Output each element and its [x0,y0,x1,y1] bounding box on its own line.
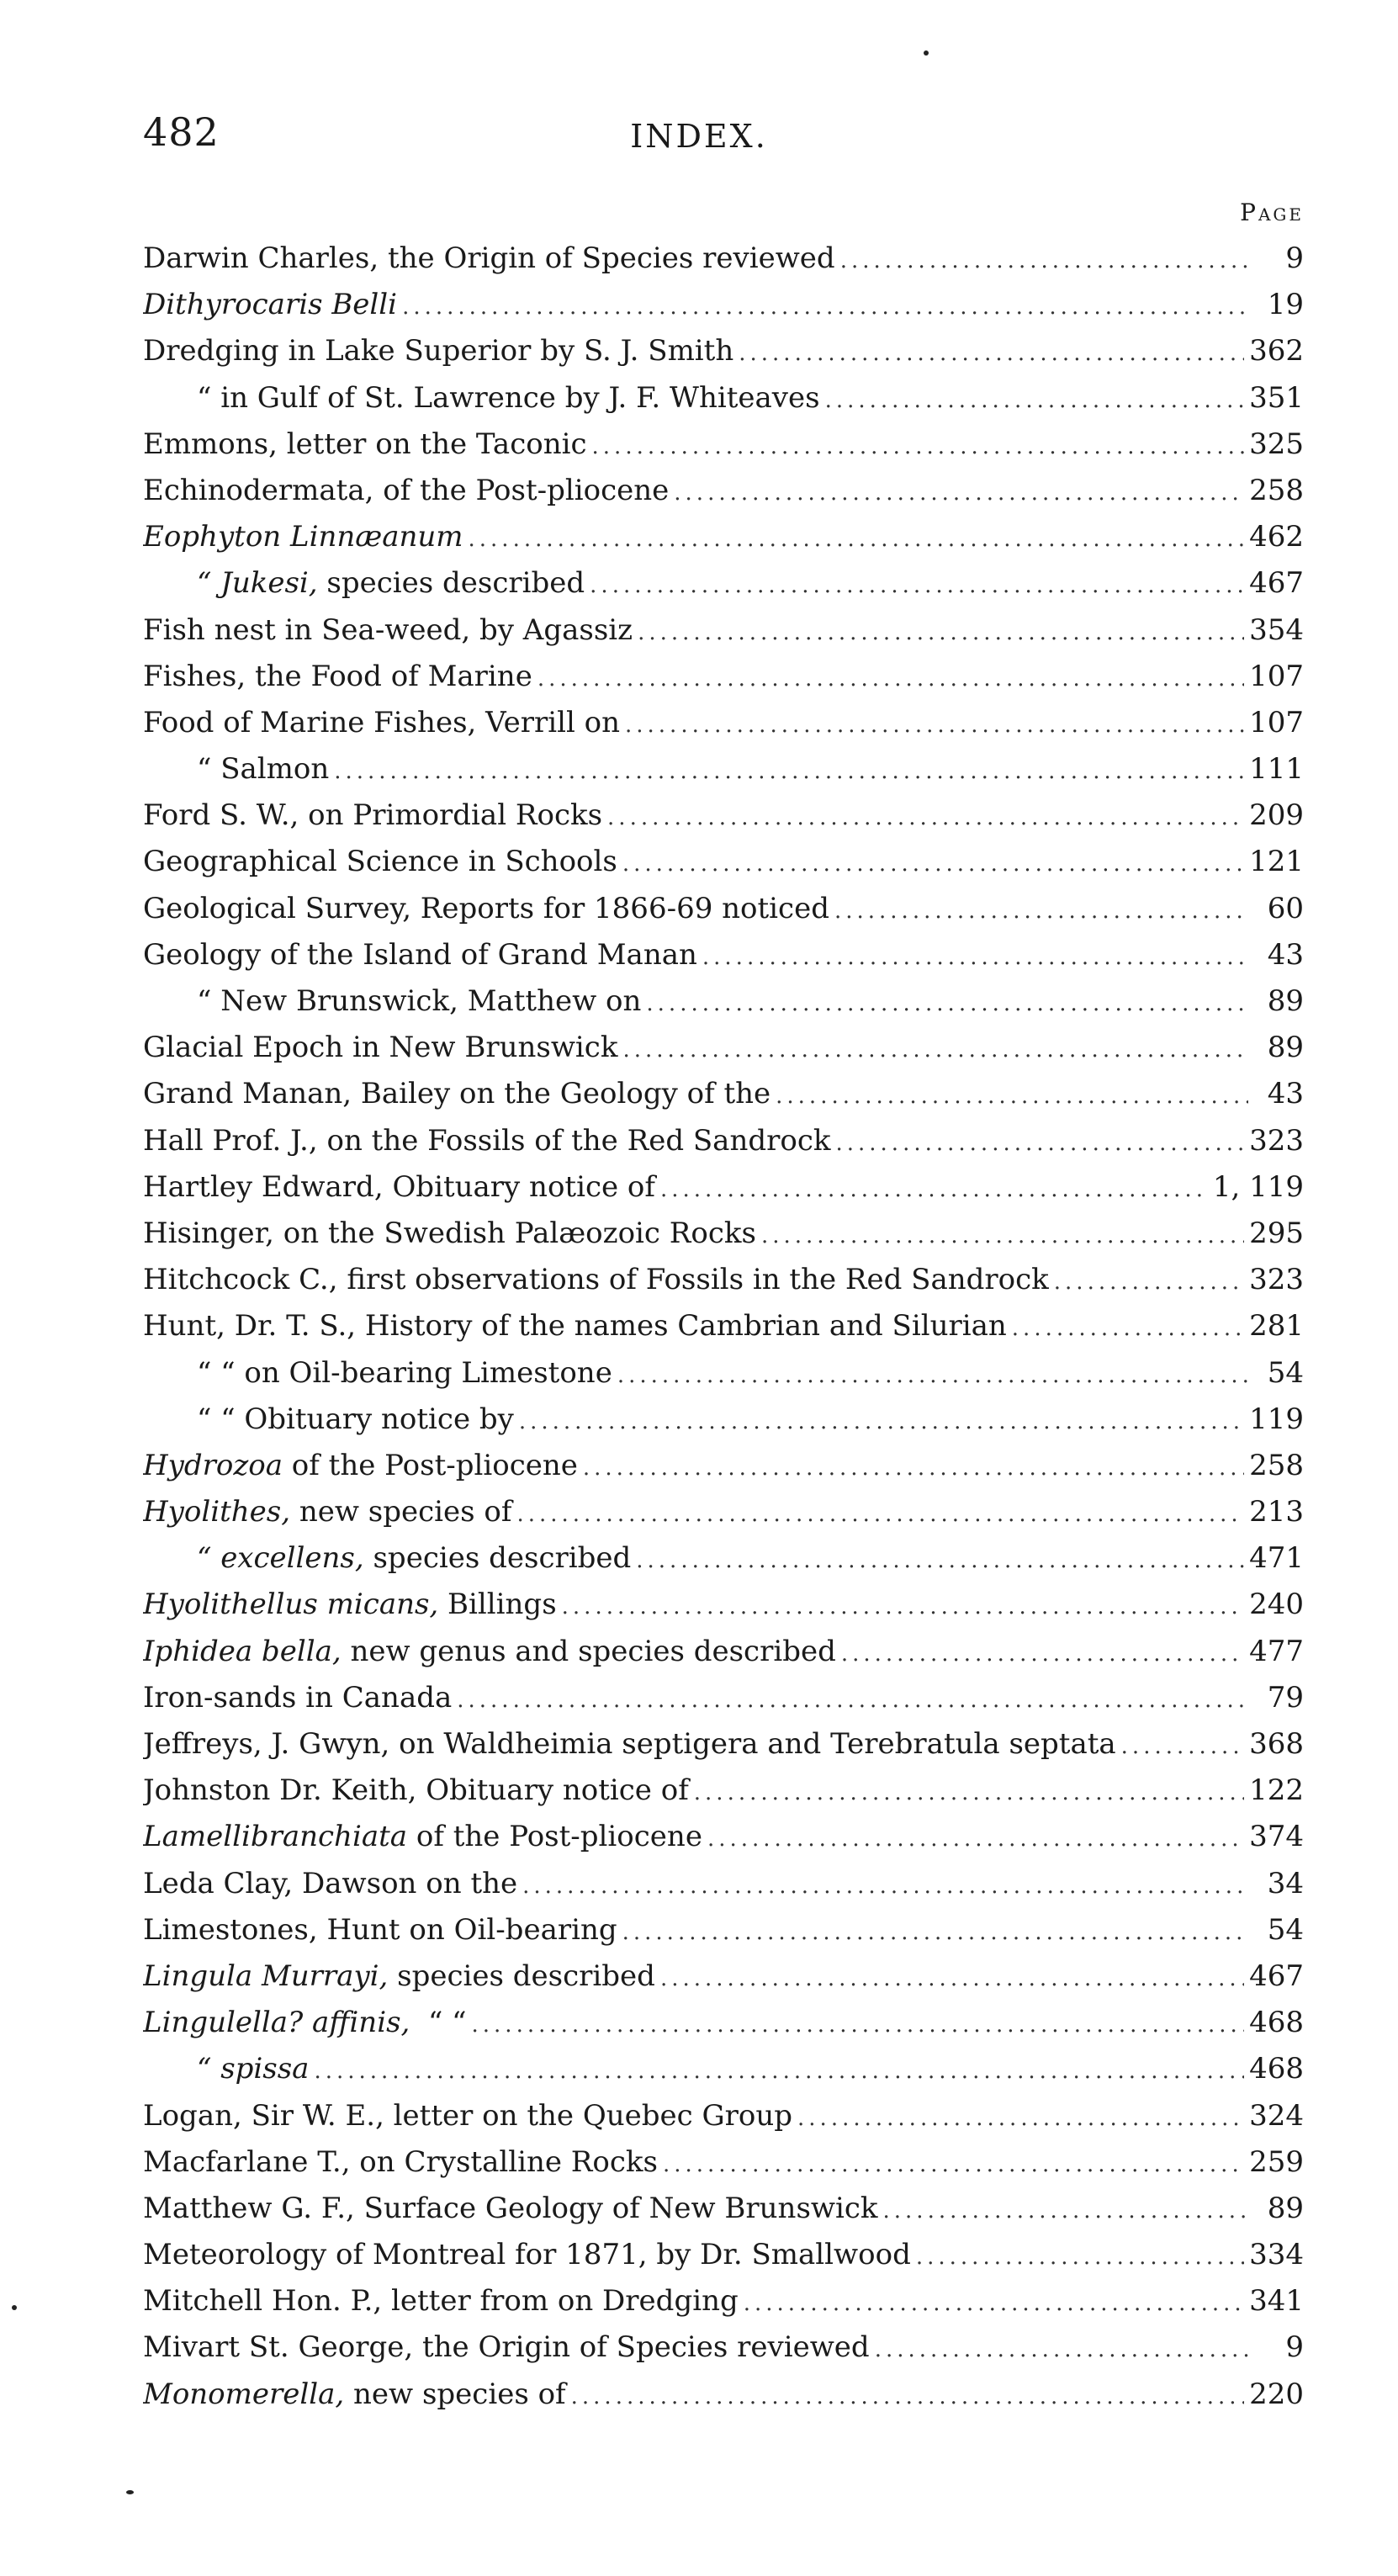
entry-page-number: 477 [1249,1634,1304,1668]
index-entry [143,607,1304,654]
entry-term: Fish nest in Sea-weed, by Agassiz [143,612,633,647]
dot-leader [638,610,1244,654]
dot-leader [516,1492,1244,1535]
dot-leader [522,1863,1248,1907]
index-entry [143,1164,1304,1211]
entry-page-number: 9 [1285,2330,1304,2365]
index-entry [143,1397,1304,1443]
entry-term: Geological Survey, Reports for 1866-69 noticed [143,891,829,925]
entry-description: new species of [344,2377,566,2411]
dot-leader [707,1816,1244,1860]
entry-term: Lamellibranchiata [143,1820,408,1854]
entry-term: Iron-sands in Canada [143,1680,453,1715]
entry-term: “ spissa [197,2052,310,2086]
index-entry [143,560,1304,607]
entry-term: Meteorology of Montreal for 1871, by Dr. Smallwood [143,2238,911,2272]
entry-page-number: 19 [1267,288,1304,322]
entry-page-number: 89 [1267,984,1304,1018]
entry-term: Hitchcock C., first observations of Fossils in the Red Sandrock [143,1263,1049,1297]
index-entry [143,746,1304,792]
entry-page-number: 471 [1249,1541,1304,1576]
index-entry [143,2372,1304,2418]
index-entry [143,792,1304,839]
page-column-label: Page [1240,199,1304,226]
index-entry [143,282,1304,328]
index-entry [143,978,1304,1025]
index-entry [143,1118,1304,1164]
entry-term: Mitchell Hon. P., letter from on Dredging [143,2284,739,2319]
dot-leader [537,656,1244,700]
entry-page-number: 468 [1249,2006,1304,2040]
entry-page-number: 240 [1249,1587,1304,1622]
dot-leader [592,424,1245,468]
entry-term: “ Jukesi, [197,566,318,601]
print-speck [12,2305,17,2310]
entry-term: Food of Marine Fishes, Verrill on [143,705,620,739]
index-entry [143,2046,1304,2092]
entry-term: Matthew G. F., Surface Geology of New Brunswick [143,2191,878,2225]
dot-leader [916,2234,1244,2278]
entry-term: Eophyton Linnæanum [143,520,463,554]
entry-term: Hartley Edward, Obituary notice of [143,1169,655,1204]
index-entry [143,2139,1304,2186]
dot-leader [583,1445,1244,1489]
entry-term: Dredging in Lake Superior by S. J. Smith [143,334,734,368]
entry-term: Mivart St. George, the Origin of Species reviewed [143,2330,870,2365]
entry-page-number: 258 [1249,1448,1304,1482]
entry-page-number: 79 [1267,1680,1304,1715]
entry-page-number: 323 [1249,1263,1304,1297]
entry-term: Limestones, Hunt on Oil-bearing [143,1912,617,1947]
dot-leader [622,841,1244,885]
dot-leader [797,2096,1244,2139]
dot-leader [622,1027,1248,1071]
entry-page-number: 122 [1249,1773,1304,1808]
dot-leader [625,702,1244,746]
entry-term: Hunt, Dr. T. S., History of the names Cambrian and Silurian [143,1309,1007,1344]
dot-leader [457,1678,1248,1721]
dot-leader [617,1353,1248,1397]
entry-page-number: 209 [1249,798,1304,833]
entry-term: Echinodermata, of the Post-pliocene [143,473,670,507]
entry-description: Billings [438,1587,557,1622]
entry-description: of the Post-pliocene [407,1820,702,1854]
dot-leader [825,378,1245,421]
index-entry [143,839,1304,885]
dot-leader [744,2281,1244,2324]
entry-description: new genus and species described [341,1634,836,1668]
entry-page-number: 1, 119 [1212,1169,1304,1204]
entry-term: Ford S. W., on Primordial Rocks [143,798,603,833]
entry-term: Darwin Charles, the Origin of Species reviewed [143,241,835,275]
dot-leader [883,2188,1248,2232]
index-entry [143,1953,1304,2000]
entry-page-number: 89 [1267,1031,1304,1065]
print-speck [924,50,929,56]
index-entries [143,236,1304,2418]
entry-page-number: 54 [1267,1355,1304,1390]
print-speck [126,2490,134,2494]
entry-term: Monomerella, [143,2377,345,2411]
entry-term: Johnston Dr. Keith, Obituary notice of [143,1773,689,1808]
entry-term: “ “ Obituary notice by [197,1402,514,1436]
entry-page-number: 107 [1249,659,1304,693]
index-entry [143,1721,1304,1768]
entry-term: Logan, Sir W. E., letter on the Quebec Group [143,2098,793,2133]
entry-term: Hyolithellus micans, [143,1587,439,1622]
entry-term: Hisinger, on the Swedish Palæozoic Rocks [143,1216,756,1250]
dot-leader [562,1584,1244,1628]
entry-term: Jeffreys, J. Gwyn, on Waldheimia septigera and Terebratula septata [143,1727,1116,1761]
index-entry [143,1907,1304,1953]
entry-term: Hall Prof. J., on the Fossils of the Red Sandrock [143,1123,831,1158]
dot-leader [739,331,1244,374]
entry-page-number: 341 [1249,2284,1304,2319]
entry-term: “ Salmon [197,752,330,787]
dot-leader [776,1073,1248,1117]
index-entry [143,375,1304,421]
dot-leader [590,563,1244,607]
entry-description: species described [388,1959,655,1993]
entry-description: species described [363,1541,632,1576]
entry-page-number: 351 [1249,380,1304,415]
dot-leader [334,749,1244,792]
dot-leader [660,1167,1208,1211]
entry-term: Geographical Science in Schools [143,845,617,879]
entry-description: species described [317,566,585,601]
index-entry [143,700,1304,746]
entry-description: “ “ [410,2006,467,2040]
entry-term: Dithyrocaris Belli [143,288,398,322]
dot-leader [875,2327,1248,2371]
entry-page-number: 281 [1249,1309,1304,1344]
entry-term: Fishes, the Food of Marine [143,659,532,693]
entry-term: Hydrozoa [143,1448,283,1482]
entry-page-number: 462 [1249,520,1304,554]
entry-page-number: 468 [1249,2052,1304,2086]
entry-term: Lingulella? affinis, [143,2006,410,2040]
dot-leader [519,1399,1244,1443]
entry-term: Hyolithes, [143,1495,291,1529]
dot-leader [841,1631,1244,1675]
running-head: INDEX. [630,118,768,155]
entry-page-number: 34 [1267,1866,1304,1900]
entry-page-number: 119 [1249,1402,1304,1436]
entry-page-number: 9 [1285,241,1304,275]
entry-page-number: 60 [1267,891,1304,925]
index-entry [143,1257,1304,1303]
entry-page-number: 259 [1249,2144,1304,2179]
index-entry [143,2186,1304,2232]
index-entry [143,1025,1304,1071]
dot-leader [571,2374,1244,2418]
index-entry [143,1071,1304,1117]
dot-leader [835,1121,1244,1164]
index-entry [143,932,1304,978]
entry-term: “ in Gulf of St. Lawrence by J. F. Whiteaves [197,380,820,415]
dot-leader [834,888,1248,932]
index-entry [143,514,1304,560]
entry-page-number: 213 [1249,1495,1304,1529]
entry-term: Leda Clay, Dawson on the [143,1866,518,1900]
index-entry [143,1768,1304,1814]
entry-page-number: 467 [1249,1959,1304,1993]
dot-leader [646,981,1248,1025]
entry-term: Lingula Murrayi, [143,1959,389,1993]
dot-leader [694,1770,1244,1814]
entry-term: Iphidea bella, [143,1634,342,1668]
entry-term: Grand Manan, Bailey on the Geology of the [143,1077,771,1111]
entry-page-number: 111 [1249,752,1304,787]
index-entry [143,2232,1304,2278]
entry-term: Emmons, letter on the Taconic [143,427,587,461]
entry-page-number: 325 [1249,427,1304,461]
entry-page-number: 89 [1267,2191,1304,2225]
index-entry [143,236,1304,282]
entry-page-number: 334 [1249,2238,1304,2272]
entry-term: “ New Brunswick, Matthew on [197,984,642,1018]
page-number: 482 [143,109,220,155]
index-entry [143,1535,1304,1582]
dot-leader [469,517,1245,560]
index-entry [143,1350,1304,1397]
dot-leader [622,1910,1248,1953]
dot-leader [1121,1724,1244,1768]
index-entry [143,1303,1304,1349]
index-entry [143,2278,1304,2324]
entry-term: Geology of the Island of Grand Manan [143,937,697,972]
entry-page-number: 54 [1267,1912,1304,1947]
index-entry [143,421,1304,468]
entry-page-number: 368 [1249,1727,1304,1761]
entry-page-number: 295 [1249,1216,1304,1250]
dot-leader [660,1956,1244,2000]
dot-leader [761,1213,1244,1257]
entry-term: “ “ on Oil-bearing Limestone [197,1355,612,1390]
entry-page-number: 374 [1249,1820,1304,1854]
index-entry [143,654,1304,700]
entry-page-number: 362 [1249,334,1304,368]
dot-leader [314,2049,1244,2092]
index-entry [143,1814,1304,1860]
entry-page-number: 354 [1249,612,1304,647]
entry-page-number: 43 [1267,937,1304,972]
index-entry [143,1675,1304,1721]
index-entry [143,2000,1304,2046]
entry-term: “ excellens, [197,1541,364,1576]
index-entry [143,2093,1304,2139]
index-entry [143,1629,1304,1675]
index-entry [143,1861,1304,1907]
dot-leader [674,470,1244,514]
entry-term: Macfarlane T., on Crystalline Rocks [143,2144,658,2179]
entry-page-number: 121 [1249,845,1304,879]
index-entry [143,1582,1304,1628]
dot-leader [663,2142,1244,2186]
entry-page-number: 43 [1267,1077,1304,1111]
dot-leader [402,284,1248,328]
index-entry [143,886,1304,932]
entry-description: of the Post-pliocene [283,1448,578,1482]
dot-leader [840,238,1248,282]
entry-page-number: 107 [1249,705,1304,739]
entry-page-number: 323 [1249,1123,1304,1158]
entry-page-number: 324 [1249,2098,1304,2133]
dot-leader [1012,1306,1244,1349]
dot-leader [636,1538,1244,1582]
dot-leader [472,2002,1245,2046]
entry-description: new species of [290,1495,512,1529]
entry-page-number: 220 [1249,2377,1304,2411]
index-entry [143,328,1304,374]
entry-page-number: 258 [1249,473,1304,507]
dot-leader [702,935,1248,978]
index-entry [143,1443,1304,1489]
dot-leader [607,795,1244,839]
entry-term: Glacial Epoch in New Brunswick [143,1031,618,1065]
index-entry [143,1489,1304,1535]
index-entry [143,468,1304,514]
index-entry [143,1211,1304,1257]
entry-page-number: 467 [1249,566,1304,601]
index-entry [143,2324,1304,2371]
dot-leader [1054,1259,1244,1303]
